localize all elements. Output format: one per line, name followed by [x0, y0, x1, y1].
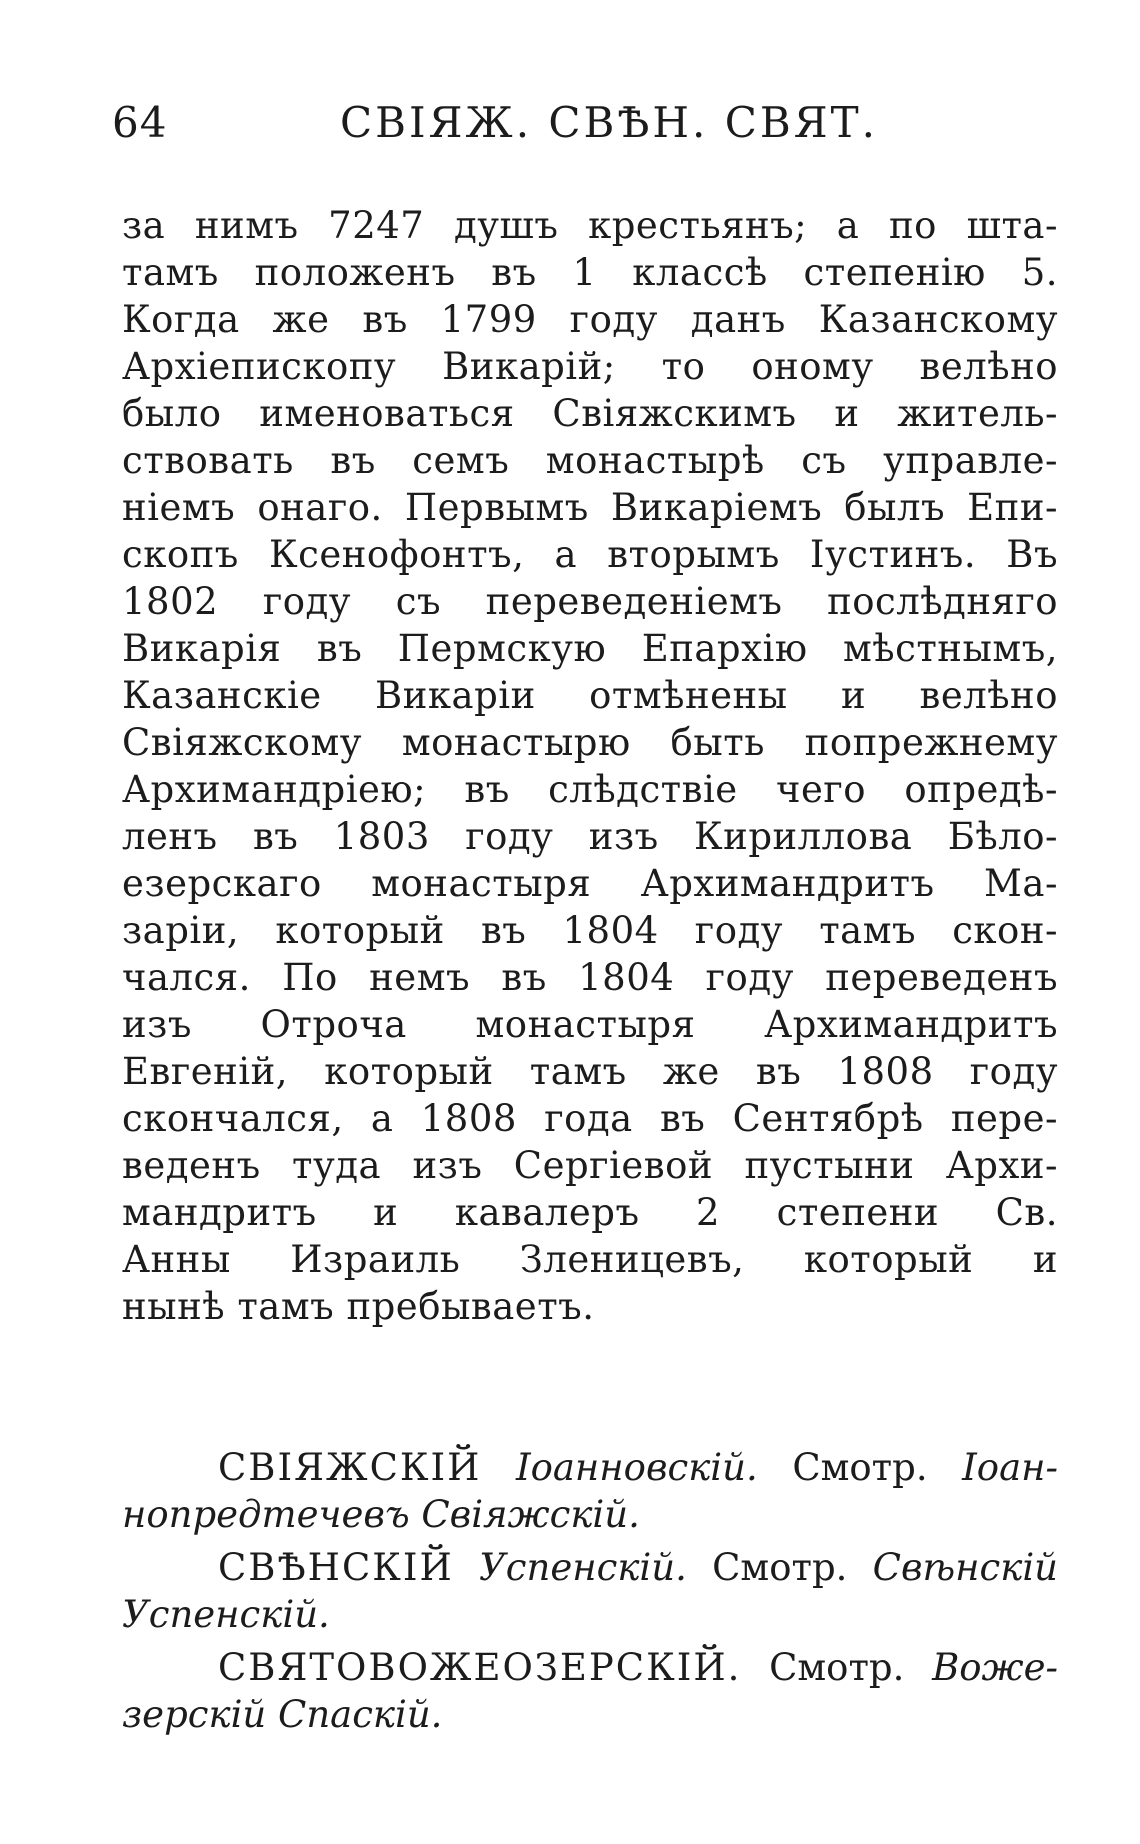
text-line: изъ Отроча монастыря Архимандритъ [122, 1003, 1058, 1046]
text-line: тамъ положенъ въ 1 классѣ степенію 5. [122, 251, 1058, 294]
entry-italic-name: Успенскій. [479, 1546, 687, 1589]
dictionary-entry-sviyazhsky [122, 1444, 1058, 1538]
page-number: 64 [112, 98, 168, 147]
entry-headword: СВІЯЖСКІЙ [218, 1446, 482, 1489]
entry-reference-start: Іоан- [962, 1446, 1058, 1489]
text-line: Архимандріею; въ слѣдствіе чего опредѣ- [122, 768, 1058, 811]
text-line: скопъ Ксенофонтъ, а вторымъ Іустинъ. Въ [122, 533, 1058, 576]
entry-second-line: нопредтечевъ Свіяжскій. [122, 1493, 640, 1536]
entry-first-line [122, 1544, 1058, 1591]
entry-italic-name: Іоанновскій. [515, 1446, 758, 1489]
entry-second-line: зерскій Спаскій. [122, 1693, 443, 1736]
text-line: Анны Израиль Зленицевъ, который и [122, 1238, 1058, 1281]
text-line: веденъ туда изъ Сергіевой пустыни Архи- [122, 1144, 1058, 1187]
text-line: Казанскіе Викаріи отмѣнены и велѣно [122, 674, 1058, 717]
text-line: заріи, который въ 1804 году тамъ скон- [122, 909, 1058, 952]
entry-first-line [122, 1644, 1058, 1691]
text-line: скончался, а 1808 года въ Сентябрѣ пере- [122, 1097, 1058, 1140]
dictionary-entry-svensky [122, 1544, 1058, 1638]
text-line: ніемъ онаго. Первымъ Викаріемъ былъ Епи- [122, 486, 1058, 529]
dictionary-entry-svyatovozheozersky [122, 1644, 1058, 1738]
text-line: ствовать въ семъ монастырѣ съ управле- [122, 439, 1058, 482]
text-line: было именоваться Свіяжскимъ и житель- [122, 392, 1058, 435]
entry-headword: СВЯТОВОЖЕОЗЕРСКІЙ. [218, 1646, 742, 1689]
entry-headword: СВѢНСКІЙ [218, 1546, 454, 1589]
entry-second-line: Успенскій. [122, 1593, 330, 1636]
page-header [112, 98, 1072, 168]
text-line: езерскаго монастыря Архимандритъ Ма- [122, 862, 1058, 905]
text-line: Викарія въ Пермскую Епархію мѣстнымъ, [122, 627, 1058, 670]
main-paragraph [122, 202, 1058, 1330]
text-line: ленъ въ 1803 году изъ Кириллова Бѣло- [122, 815, 1058, 858]
text-line: за нимъ 7247 душъ крестьянъ; а по шта- [122, 204, 1058, 247]
text-line: Архіепископу Викарій; то оному велѣно [122, 345, 1058, 388]
entry-see-reference: Смотр. [712, 1546, 848, 1589]
text-line: Когда же въ 1799 году данъ Казанскому [122, 298, 1058, 341]
entry-reference-start: Воже- [932, 1646, 1058, 1689]
running-title: СВІЯЖ. СВѢН. СВЯТ. [340, 98, 879, 147]
text-line: Евгеній, который тамъ же въ 1808 году [122, 1050, 1058, 1093]
text-line: чался. По немъ въ 1804 году переведенъ [122, 956, 1058, 999]
entry-first-line [122, 1444, 1058, 1491]
entry-see-reference: Смотр. [769, 1646, 905, 1689]
text-line: нынѣ тамъ пребываетъ. [122, 1285, 595, 1328]
text-line: мандритъ и кавалеръ 2 степени Св. [122, 1191, 1058, 1234]
text-line: Свіяжскому монастырю быть попрежнему [122, 721, 1058, 764]
entry-reference-start: Свѣнскій [872, 1546, 1058, 1589]
text-line: 1802 году съ переведеніемъ послѣдняго [122, 580, 1058, 623]
entry-see-reference: Смотр. [792, 1446, 928, 1489]
